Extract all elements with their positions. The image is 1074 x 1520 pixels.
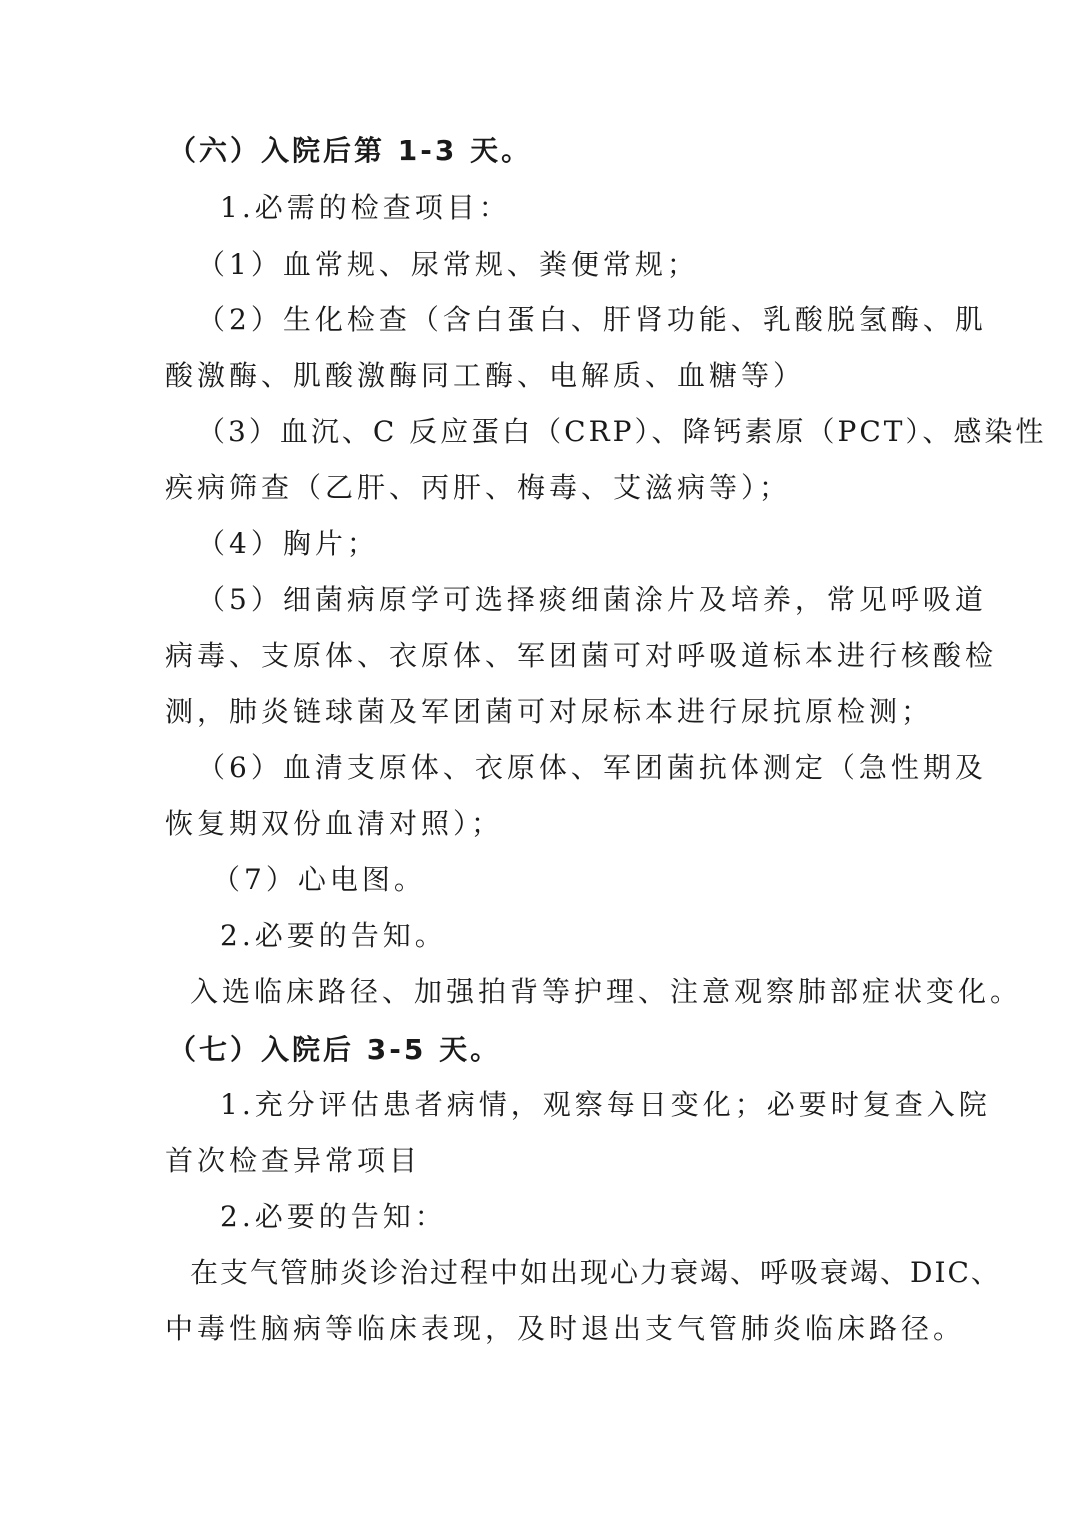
exam-item-5-line-1: （5）细菌病原学可选择痰细菌涂片及培养，常见呼吸道 — [197, 583, 987, 616]
section-7-item-2-line-2: 中毒性脑病等临床表现，及时退出支气管肺炎临床路径。 — [165, 1312, 966, 1345]
section-7-item-2-line-1: 在支气管肺炎诊治过程中如出现心力衰竭、呼吸衰竭、DIC、 — [190, 1256, 1001, 1289]
exam-item-5-line-2: 病毒、支原体、衣原体、军团菌可对呼吸道标本进行核酸检 — [165, 639, 998, 672]
section-6-heading: （六）入院后第 1-3 天。 — [168, 134, 533, 167]
exam-item-7: （7）心电图。 — [212, 863, 426, 896]
section-7-heading: （七）入院后 3-5 天。 — [168, 1033, 502, 1066]
section-7-item-1-line-1: 1.充分评估患者病情，观察每日变化；必要时复查入院 — [220, 1088, 991, 1121]
exam-item-3-line-1: （3）血沉、C 反应蛋白（CRP）、降钙素原（PCT）、感染性 — [197, 415, 1047, 448]
section-6-item-2-title: 2.必要的告知。 — [220, 919, 447, 952]
exam-item-6-line-2: 恢复期双份血清对照）； — [165, 807, 504, 840]
section-6-item-2-body: 入选临床路径、加强拍背等护理、注意观察肺部症状变化。 — [190, 975, 1023, 1008]
exam-item-5-line-3: 测，肺炎链球菌及军团菌可对尿标本进行尿抗原检测； — [165, 695, 934, 728]
exam-item-3-line-2: 疾病筛查（乙肝、丙肝、梅毒、艾滋病等）； — [165, 471, 792, 504]
section-7-item-2-title: 2.必要的告知： — [220, 1200, 447, 1233]
exam-item-6-line-1: （6）血清支原体、衣原体、军团菌抗体测定（急性期及 — [197, 751, 987, 784]
exam-item-1: （1）血常规、尿常规、粪便常规； — [197, 248, 699, 281]
section-6-item-1-title: 1.必需的检查项目： — [220, 191, 511, 224]
exam-item-2-line-1: （2）生化检查（含白蛋白、肝肾功能、乳酸脱氢酶、肌 — [197, 303, 987, 336]
exam-item-2-line-2: 酸激酶、肌酸激酶同工酶、电解质、血糖等） — [165, 359, 806, 392]
exam-item-4: （4）胸片； — [197, 527, 379, 560]
section-7-item-1-line-2: 首次检查异常项目 — [165, 1144, 422, 1177]
